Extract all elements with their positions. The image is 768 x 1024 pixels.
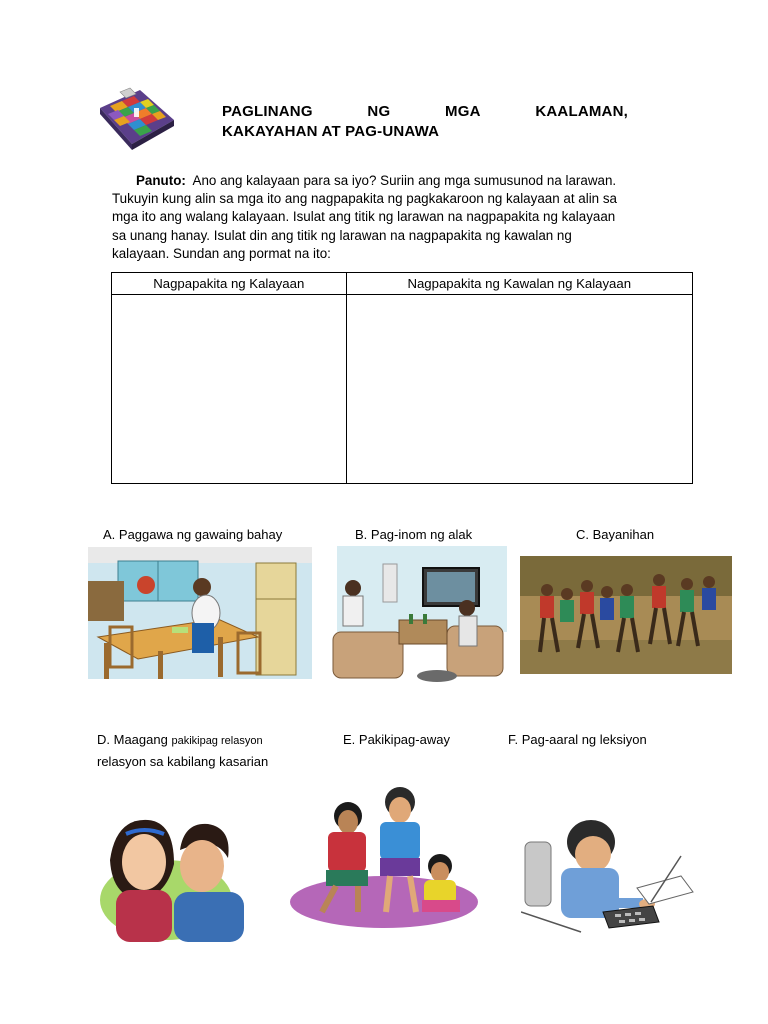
picture-f-studying	[521, 812, 697, 944]
page-title-line1	[222, 103, 628, 120]
caption-f: F. Pag-aaral ng leksiyon	[508, 732, 647, 747]
picture-c-bayanihan	[520, 556, 732, 674]
picture-e-fighting	[286, 778, 486, 934]
caption-e: E. Pakikipag-away	[343, 732, 450, 747]
caption-d-line2: relasyon sa kabilang kasarian	[97, 754, 269, 769]
page-title-line2: KAKAYAHAN AT PAG-UNAWA	[222, 123, 440, 140]
title-word: KAALAMAN,	[535, 103, 628, 120]
caption-d-small: pakikipag relasyon	[171, 735, 263, 747]
instructions-label: Panuto:	[136, 173, 186, 188]
answer-table	[111, 272, 693, 484]
answer-cell-with-freedom[interactable]	[112, 295, 347, 484]
caption-d	[97, 732, 263, 747]
answer-cell-without-freedom[interactable]	[346, 295, 692, 484]
picture-d-early-relationship	[96, 800, 250, 942]
caption-a: A. Paggawa ng gawaing bahay	[103, 527, 283, 542]
picture-b-drinking	[327, 546, 507, 688]
column-header-without-freedom: Nagpapakita ng Kawalan ng Kalayaan	[346, 273, 692, 295]
title-word: PAGLINANG	[222, 103, 313, 120]
picture-a-housework	[88, 547, 312, 679]
caption-c: C. Bayanihan	[576, 527, 655, 542]
title-word: MGA	[445, 103, 481, 120]
column-header-with-freedom: Nagpapakita ng Kalayaan	[112, 273, 347, 295]
puzzle-logo-icon	[96, 86, 178, 152]
instructions-text: Ano ang kalayaan para sa iyo? Suriin ang mga sumusunod na larawan. Tukuyin kung alin sa mga ito ang nagpapakita ng pagkakaroon ng kalayaan at alin sa mga ito ang walang kalayaan. Isulat ang titik ng larawan na nagpapakita ng kalayaan sa unang hanay. Isulat din ang titik ng larawan na nagpapakita ng kawalan ng kalayaan. Sundan ang pormat na ito:	[112, 173, 617, 261]
caption-d-main: D. Maagang	[97, 732, 168, 747]
caption-b: B. Pag-inom ng alak	[355, 527, 473, 542]
title-word: NG	[367, 103, 391, 120]
instructions	[112, 172, 632, 263]
